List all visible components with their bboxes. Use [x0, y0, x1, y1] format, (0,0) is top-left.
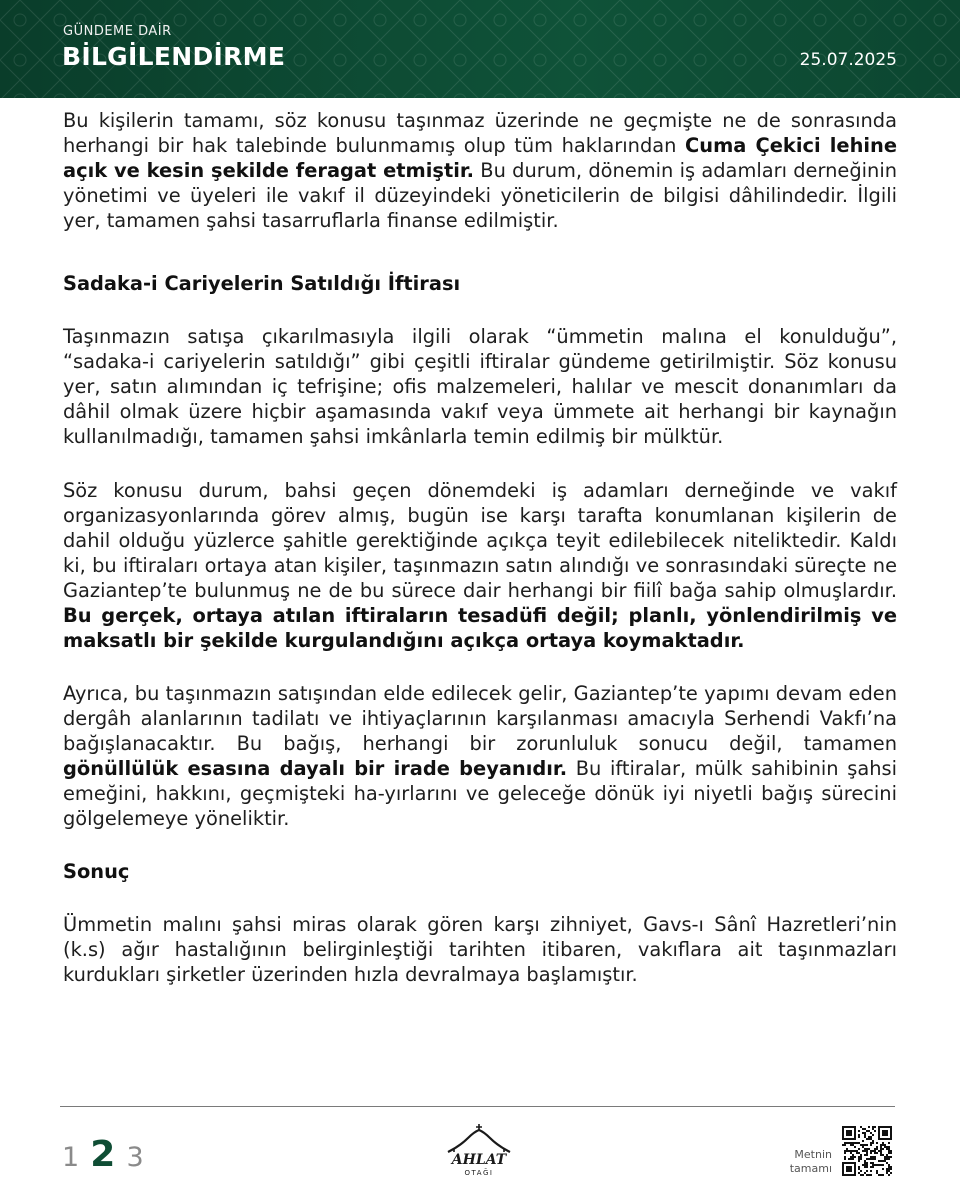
paragraph-sonuc	[63, 912, 897, 987]
page-number-1[interactable]: 1	[62, 1142, 80, 1173]
header-date: 25.07.2025	[799, 50, 897, 70]
header-kicker: GÜNDEME DAİR	[63, 24, 172, 39]
section-heading-sonuc: Sonuç	[63, 860, 130, 883]
page-header	[0, 0, 960, 98]
body-text: Bu kişilerin tamamı, söz konusu taşınmaz üzerinde ne geçmişte ne de sonrasında herhangi bir hak talebinde bulunmamış olup tüm haklarından	[63, 109, 897, 157]
emphasized-text: Cuma Çekici lehine açık ve kesin şekilde feragat etmiştir.	[63, 134, 897, 182]
logo-subtext: OTAĞI	[464, 1169, 494, 1177]
qr-code-icon[interactable]	[842, 1126, 892, 1176]
paragraph-iftira	[63, 324, 897, 449]
qr-caption-line-1: Metnin	[794, 1148, 832, 1161]
body-text: Bu iftiralar, mülk sahibinin şahsi emeğini, hakkını, geçmişteki ha-yırlarını ve geleceğe dönük iyi niyetli bağış sürecini gölgelemeye yöneliktir.	[63, 757, 898, 830]
footer-divider	[60, 1106, 895, 1107]
page-indicator	[62, 1134, 144, 1175]
ahlat-otagi-logo	[440, 1122, 518, 1178]
page-number-current[interactable]: 2	[90, 1134, 116, 1175]
paragraph-intro	[63, 108, 897, 233]
qr-caption-line-2: tamamı	[789, 1162, 832, 1175]
body-text: Ümmetin malını şahsi miras olarak gören karşı zihniyet, Gavs-ı Sânî Hazretleri’nin (k.s) ağır hastalığının belirginleştiği tarihten itibaren, vakıflara ait taşınmazları kurdukları şirketler üzerinden hızla devralmaya başlamıştır.	[63, 913, 897, 986]
header-title: BİLGİLENDİRME	[62, 42, 286, 71]
body-text: Ayrıca, bu taşınmazın satışından elde edilecek gelir, Gaziantep’te yapımı devam eden dergâh alanlarının tadilatı ve ihtiyaçlarının karşılanması amacıyla Serhendi Vakfı’na bağışlanacaktır. Bu bağış, herhangi bir zorunluluk sonucu değil, tamamen	[63, 682, 897, 755]
paragraph-bagis	[63, 681, 897, 831]
emphasized-text: gönüllülük esasına dayalı bir irade beyanıdır.	[63, 757, 568, 780]
section-heading-iftira: Sadaka-i Cariyelerin Satıldığı İftirası	[63, 272, 461, 295]
body-text: Bu durum, dönemin iş adamları derneğinin yönetimi ve üyeleri ile vakıf il düzeyindeki yöneticilerin de bilgisi dâhilindedir. İlgili yer, tamamen şahsi tasarruflarla finanse edilmiştir.	[63, 159, 897, 232]
page-number-3[interactable]: 3	[126, 1142, 144, 1173]
logo-text: AHLAT	[451, 1152, 507, 1168]
emphasized-text: Bu gerçek, ortaya atılan iftiraların tesadüfi değil; planlı, yönlendirilmiş ve maksatlı bir şekilde kurgulandığını açıkça ortaya koymaktadır.	[63, 604, 897, 652]
body-text: Söz konusu durum, bahsi geçen dönemdeki iş adamları derneğinde ve vakıf organizasyonlarında görev almış, bugün ise karşı tarafta konumlanan kişilerin de dahil olduğu yüzlerce şahitle gerektiğinde açıkça teyit edilebilecek niteliktedir. Kaldı ki, bu iftiraları ortaya atan kişiler, taşınmazın satın alındığı ve sonrasındaki süreçte ne Gaziantep’te bulunmuş ne de bu sürece dair herhangi bir fiilî bağa sahip olmuşlardır.	[63, 479, 897, 602]
body-text: Taşınmazın satışa çıkarılmasıyla ilgili olarak “ümmetin malına el konulduğu”, “sadaka-i cariyelerin satıldığı” gibi çeşitli iftiralar gündeme getirilmiştir. Söz konusu yer, satın alımından iç tefrişine; ofis malzemeleri, halılar ve mescit donanımları da dâhil olmak üzere hiçbir aşamasında vakıf veya ümmete ait herhangi bir kaynağın kullanılmadığı, tamamen şahsi imkânlarla temin edilmiş bir mülktür.	[63, 325, 897, 448]
article-body	[63, 108, 897, 987]
paragraph-sahitler	[63, 478, 897, 653]
qr-caption	[776, 1148, 832, 1176]
